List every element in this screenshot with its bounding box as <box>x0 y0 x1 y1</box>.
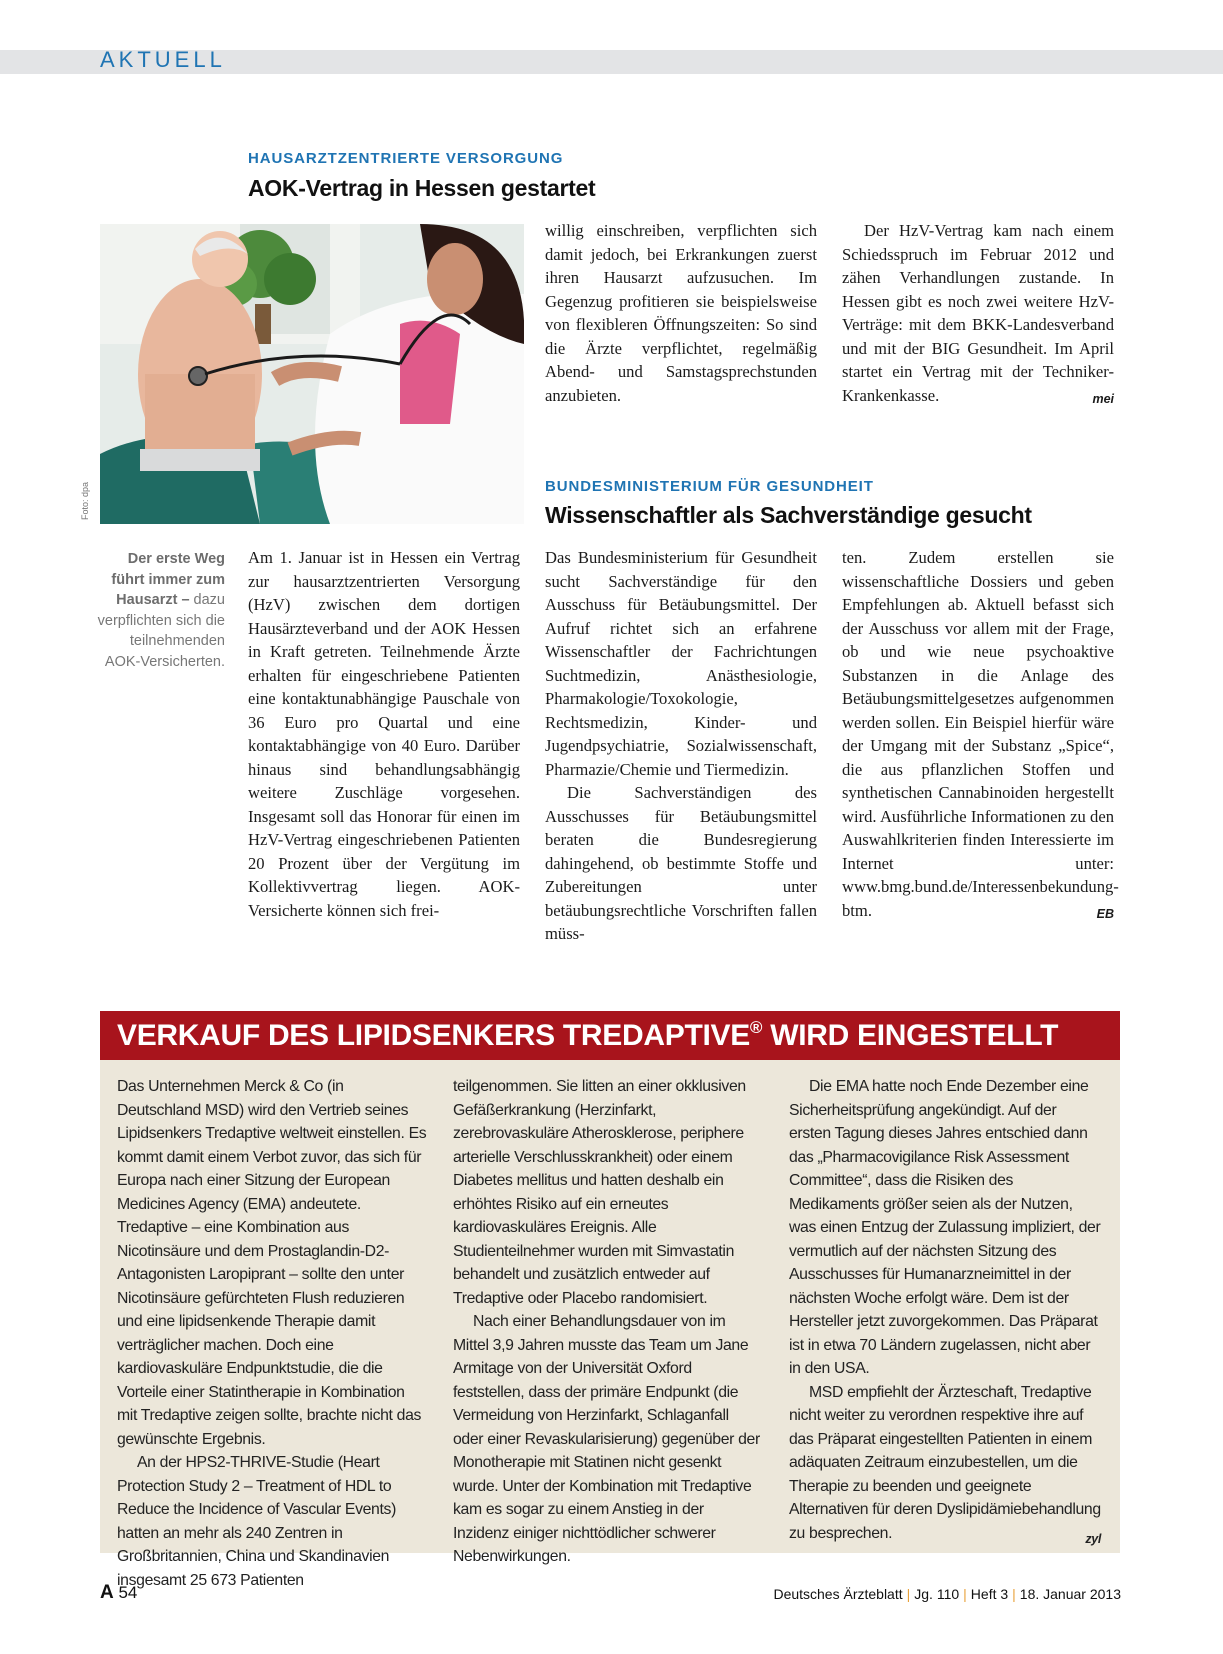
footer-date: 18. Januar 2013 <box>1019 1586 1121 1602</box>
box-col3-p1: Die EMA hatte noch Ende Dezember eine Sicherheitsprüfung angekündigt. Auf der ersten Tagung dieses Jahres entschied dann das „Pharmacovigilance Risk Assessment Committee“, dass die Risiken des Medikaments größer seien als der Nutzen, was einen Entzug der Zulassung impliziert, der vermutlich auf der nächsten Sitzung des Ausschusses für Humanarzneimittel in der nächsten Woche erfolgt wäre. Dem ist der Hersteller jetzt zuvorgekommen. Das Präparat ist in etwa 70 Ländern zugelassen, nicht aber in den USA. <box>789 1078 1101 1377</box>
article2-signature: EB <box>1096 906 1114 921</box>
footer-info <box>773 1586 1121 1602</box>
box-col1-p2: An der HPS2-THRIVE-Studie (Heart Protection Study 2 – Treatment of HDL to Reduce the Incidence of Vascular Events) hatten an mehr als 240 Zentren in Großbritannien, China und Skandinavien insgesamt 25 673 Patienten <box>117 1454 396 1589</box>
footer-separator: | <box>1012 1586 1016 1602</box>
article1-column-3 <box>842 219 1114 411</box>
photo-caption <box>92 549 225 672</box>
article2-kicker: BUNDESMINISTERIUM FÜR GESUNDHEIT <box>545 478 874 495</box>
footer-journal: Deutsches Ärzteblatt <box>773 1586 903 1602</box>
article1-column-2 <box>545 219 817 407</box>
article2-col1-p1: Das Bundesministerium für Gesundheit sucht Sachverständige für den Ausschuss für Betäubungsmittel. Der Aufruf richtet sich an erfahrene Wissenschaftler der Fachrichtungen Suchtmedizin, Anästhesiologie, Pharmakologie/Toxokologie, Rechtsmedizin, Kinder- und Jugendpsychiatrie, Sozialwissenschaft, Pharmazie/Chemie und Tiermedizin. <box>545 548 817 779</box>
page-number <box>100 1582 137 1604</box>
box-col1-p1: Das Unternehmen Merck & Co (in Deutschland MSD) wird den Vertrieb seines Lipidsenkers Tredaptive weltweit einstellen. Es kommt damit einem Verbot zuvor, das sich für Europa nach einer Sitzung der European Medicines Agency (EMA) andeutete. Tredaptive – eine Kombination aus Nicotinsäure und dem Prostaglandin-D2-Antagonisten Laropiprant – sollte den unter Nicotinsäure gefürchteten Flush reduzieren und eine lipidsenkende Therapie damit verträglicher machen. Doch eine kardiovaskuläre Endpunktstudie, die die Vorteile einer Statintherapie in Kombination mit Tredaptive zeigen sollte, brachte nicht das gewünschte Ergebnis. <box>117 1078 427 1448</box>
box-col2-p2: Nach einer Behandlungsdauer von im Mittel 3,9 Jahren musste das Team um Jane Armitage von der Universität Oxford feststellen, dass der primäre Endpunkt (die Vermeidung von Herzinfarkt, Schlaganfall oder einer Revaskularisierung) gegenüber der Monotherapie mit Statinen nicht gesenkt wurde. Unter der Kombination mit Tredaptive kam es sogar zu einem Anstieg in der Inzidenz einiger nichttödlicher schwerer Nebenwirkungen. <box>453 1313 760 1565</box>
footer-issue: Heft 3 <box>970 1586 1009 1602</box>
doctor-patient-photo <box>100 224 524 524</box>
caption-text: dazu verpflichten sich die teilnehmenden AOK-Versicherten. <box>97 592 225 670</box>
article1-col3-text: Der HzV-Vertrag kam nach einem Schiedsspruch im Februar 2012 und zähen Verhandlungen zustande. In Hessen gibt es noch zwei weitere HzV-Verträge: mit dem BKK-Landesverband und mit der BIG Gesundheit. Im April startet ein Vertrag mit der Techniker-Krankenkasse. <box>842 221 1114 405</box>
box-col2-p1: teilgenommen. Sie litten an einer okklusiven Gefäßerkrankung (Herzinfarkt, zerebrovaskuläre Atherosklerose, periphere arterielle Verschlusskrankheit) oder einem Diabetes mellitus und hatten deshalb ein erhöhtes Risiko auf ein erneutes kardiovaskuläres Ereignis. Alle Studienteilnehmer wurden mit Simvastatin behandelt und zusätzlich entweder auf Tredaptive oder Placebo randomisiert. <box>453 1078 746 1307</box>
box-signature: zyl <box>1085 1531 1101 1546</box>
box-column-1 <box>117 1075 427 1592</box>
section-label: AKTUELL <box>100 47 226 72</box>
box-column-2 <box>453 1075 763 1569</box>
article2-col1-p2: Die Sachverständigen des Ausschusses für Betäubungsmittel beraten die Bundesregierung dahingehend, ob bestimmte Stoffe und Zubereitungen unter betäubungsrechtliche Vorschriften fallen müss- <box>545 783 817 943</box>
article2-headline: Wissenschaftler als Sachverständige gesucht <box>545 502 1032 528</box>
caption-bold: Der erste Weg führt immer zum Hausarzt – <box>111 551 225 608</box>
article1-kicker: HAUSARZTZENTRIERTE VERSORGUNG <box>248 150 564 167</box>
article2-column-2 <box>842 546 1119 926</box>
article1-column-1 <box>248 546 520 922</box>
box-title-pre: VERKAUF DES LIPIDSENKERS TREDAPTIVE <box>117 1019 750 1052</box>
footer-separator: | <box>906 1586 911 1602</box>
footer-volume: Jg. 110 <box>914 1586 960 1602</box>
photo-illustration <box>100 224 524 524</box>
box-col3-p2: MSD empfiehlt der Ärzteschaft, Tredaptive nicht weiter zu verordnen respektive ihre auf das Präparat eingestellten Patienten in einem adäquaten Zeitraum einzubestellen, um die Therapie zu beenden und geeignete Alternativen für deren Dyslipidämiebehandlung zu besprechen. <box>789 1383 1101 1542</box>
page-letter: A <box>100 1582 114 1603</box>
photo-credit: Foto: dpa <box>80 481 90 520</box>
box-title-registered-mark: ® <box>749 1018 763 1037</box>
article1-col2-text: willig einschreiben, verpflichten sich damit jedoch, bei Erkrankungen zuerst ihren Hausarzt aufzusuchen. Im Gegenzug profitieren sie beispielsweise von flexibleren Öffnungszeiten: So sind die Ärzte verpflichtet, regelmäßig Abend- und Samstagsprechstunden anzubieten. <box>545 221 817 405</box>
box-title-post: WIRD EINGESTELLT <box>762 1019 1059 1052</box>
article2-column-1 <box>545 546 817 946</box>
article1-signature: mei <box>1092 391 1114 406</box>
page-number-value: 54 <box>113 1583 138 1602</box>
box-title <box>117 1018 1058 1053</box>
article1-col1-text: Am 1. Januar ist in Hessen ein Vertrag zur hausarztzentrierten Versorgung (HzV) zwischen dem dortigen Hausärzteverband und der AOK Hessen in Kraft getreten. Teilnehmende Ärzte erhalten für eingeschriebene Patienten eine kontaktunabhängige Pauschale von 36 Euro pro Quartal und eine kontaktabhängige von 40 Euro. Darüber hinaus sind behandlungsabhängig weitere Zuschläge vorgesehen. Insgesamt soll das Honorar für einen im HzV-Vertrag eingeschriebenen Patienten 20 Prozent über der Vergütung im Kollektivvertrag liegen. AOK-Versicherte können sich frei- <box>248 548 520 920</box>
footer-separator: | <box>963 1586 967 1602</box>
box-column-3 <box>789 1075 1101 1551</box>
article1-headline: AOK-Vertrag in Hessen gestartet <box>248 175 596 201</box>
article2-col2-text: ten. Zudem erstellen sie wissenschaftliche Dossiers und geben Empfehlungen ab. Aktuell befasst sich der Ausschuss vor allem mit der Frage, ob und wie neue psychoaktive Substanzen in die Anlage des Betäubungsmittelgesetzes aufgenommen werden sollen. Ein Beispiel hierfür wäre der Umgang mit der Substanz „Spice“, die aus pflanzlichen Stoffen und synthetischen Cannabinoiden hergestellt wird. Ausführliche Informationen zu den Auswahlkriterien finden Interessierte im Internet unter: www.bmg.bund.de/Interessenbekundung-btm. <box>842 548 1119 920</box>
